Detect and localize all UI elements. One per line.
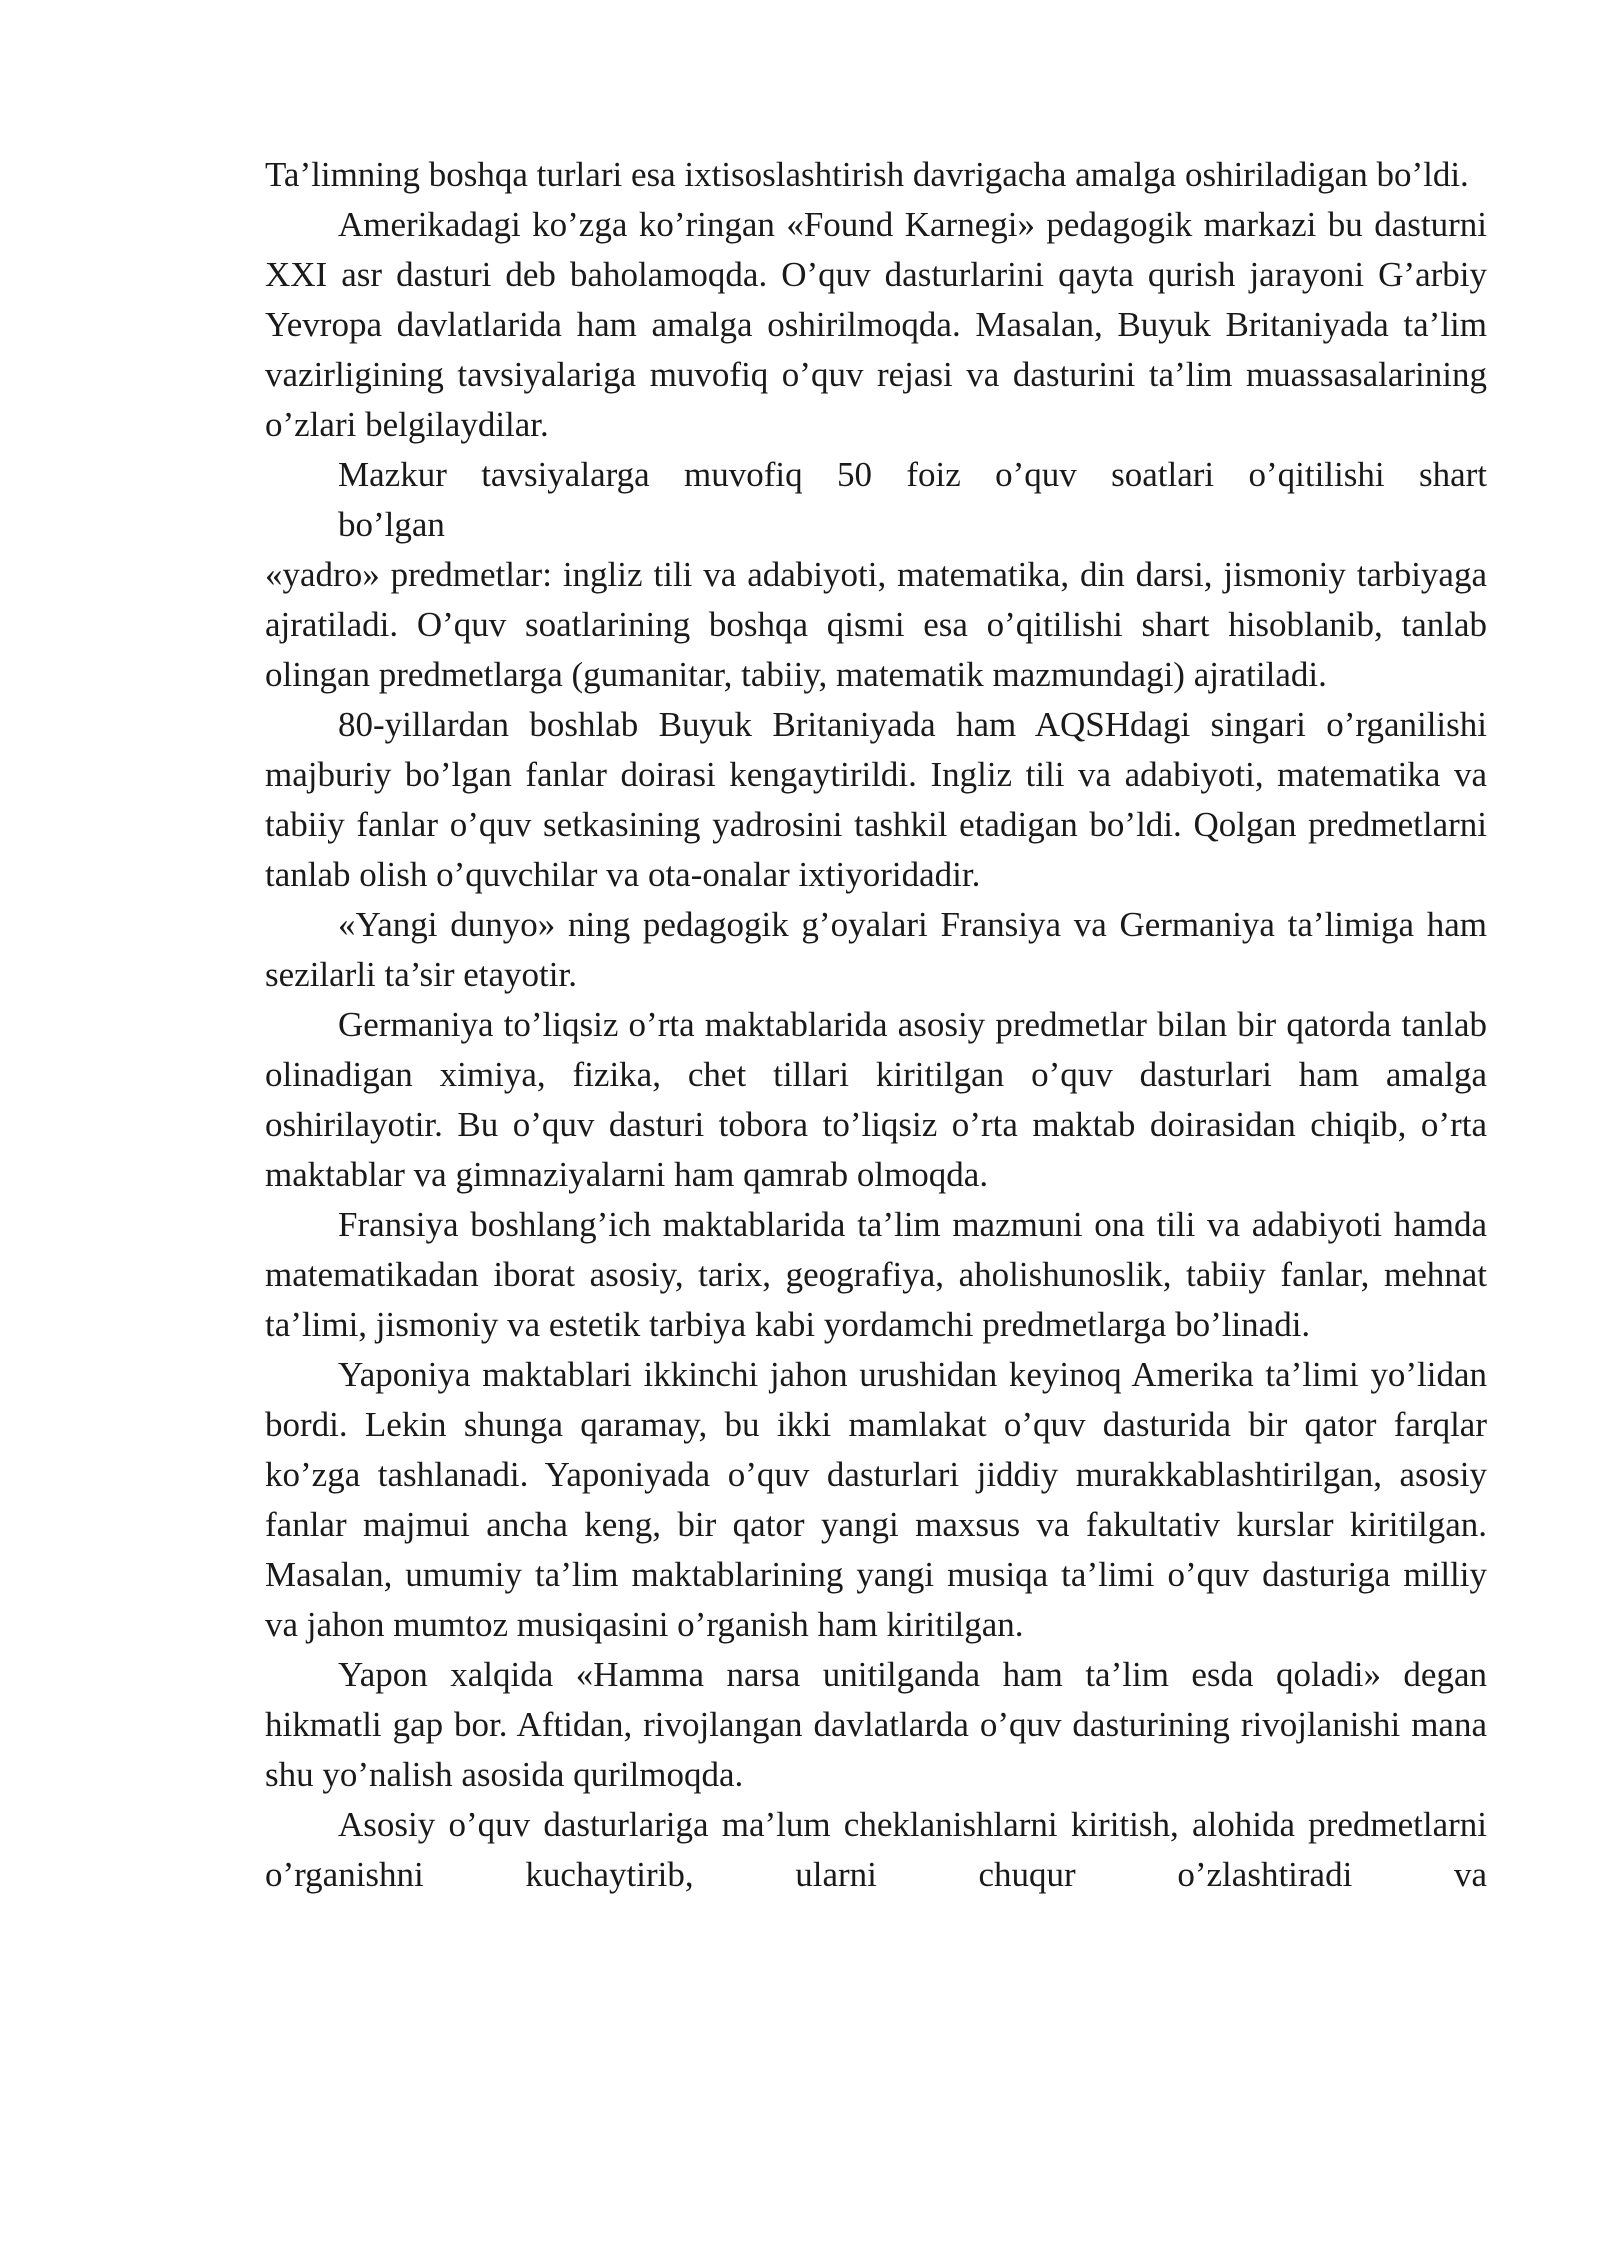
document-page bbox=[265, 150, 1487, 1900]
paragraph-continuation: Ta’limning boshqa turlari esa ixtisoslashtirish davrigacha amalga oshiriladigan bo’ldi. bbox=[265, 155, 1469, 194]
paragraph-yapon-xalqi: Yapon xalqida «Hamma narsa unitilganda ham ta’lim esda qoladi» degan hikmatli gap bor. Aftidan, rivojlangan davlatlarda o’quv dasturining rivojlanishi mana shu yo’nalish asosida qurilmoqda. bbox=[265, 1655, 1487, 1794]
paragraph-yadro-predmetlar: «yadro» predmetlar: ingliz tili va adabiyoti, matematika, din darsi, jismoniy tarbiyaga ajratiladi. O’quv soatlarining boshqa qismi esa o’qitilishi shart hisoblanib, tanlab olingan predmetlarga (gumanitar, tabiiy, matematik mazmundagi) ajratiladi. bbox=[265, 555, 1487, 694]
paragraph-found-karnegi: Amerikadagi ko’zga ko’ringan «Found Karnegi» pedagogik markazi bu dasturni XXI asr dasturi deb baholamoqda. O’quv dasturlarini qayta qurish jarayoni G’arbiy Yevropa davlatlarida ham amalga oshirilmoqda. Masalan, Buyuk Britaniyada ta’lim vazirligining tavsiyalariga muvofiq o’quv rejasi va dasturini ta’lim muassasalarining o’zlari belgilaydilar. bbox=[265, 205, 1487, 444]
paragraph-fransiya: Fransiya boshlang’ich maktablarida ta’lim mazmuni ona tili va adabiyoti hamda matematikadan iborat asosiy, tarix, geografiya, aholishunoslik, tabiiy fanlar, mehnat ta’limi, jismoniy va estetik tarbiya kabi yordamchi predmetlarga bo’linadi. bbox=[265, 1205, 1487, 1344]
paragraph-mazkur-tavsiyalar-wrap: bo’lgan bbox=[338, 505, 445, 544]
paragraph-yaponiya: Yaponiya maktablari ikkinchi jahon urushidan keyinoq Amerika ta’limi yo’lidan bordi. Lekin shunga qaramay, bu ikki mamlakat o’quv dasturida bir qator farqlar ko’zga tashlanadi. Yaponiyada o’quv dasturlari jiddiy murakkablashtirilgan, asosiy fanlar majmui ancha keng, bir qator yangi maxsus va fakultativ kurslar kiritilgan. Masalan, umumiy ta’lim maktablarining yangi musiqa ta’limi o’quv dasturiga milliy va jahon mumtoz musiqasini o’rganish ham kiritilgan. bbox=[265, 1355, 1487, 1644]
paragraph-80-yillar: 80-yillardan boshlab Buyuk Britaniyada ham AQSHdagi singari o’rganilishi majburiy bo’lgan fanlar doirasi kengaytirildi. Ingliz tili va adabiyoti, matematika va tabiiy fanlar o’quv setkasining yadrosini tashkil etadigan bo’ldi. Qolgan predmetlarni tanlab olish o’quvchilar va ota-onalar ixtiyoridadir. bbox=[265, 705, 1487, 894]
paragraph-germaniya: Germaniya to’liqsiz o’rta maktablarida asosiy predmetlar bilan bir qatorda tanlab olinadigan ximiya, fizika, chet tillari kiritilgan o’quv dasturlari ham amalga oshirilayotir. Bu o’quv dasturi tobora to’liqsiz o’rta maktab doirasidan chiqib, o’rta maktablar va gimnaziyalarni ham qamrab olmoqda. bbox=[265, 1005, 1487, 1194]
paragraph-yangi-dunyo: «Yangi dunyo» ning pedagogik g’oyalari Fransiya va Germaniya ta’limiga ham sezilarli ta’sir etayotir. bbox=[265, 905, 1487, 994]
paragraph-asosiy-dasturlar: Asosiy o’quv dasturlariga ma’lum cheklanishlarni kiritish, alohida predmetlarni o’rganishni kuchaytirib, ularni chuqur o’zlashtiradi va bbox=[265, 1805, 1487, 1894]
paragraph-mazkur-tavsiyalar: Mazkur tavsiyalarga muvofiq 50 foiz o’quv soatlari o’qitilishi shart bbox=[338, 455, 1487, 494]
